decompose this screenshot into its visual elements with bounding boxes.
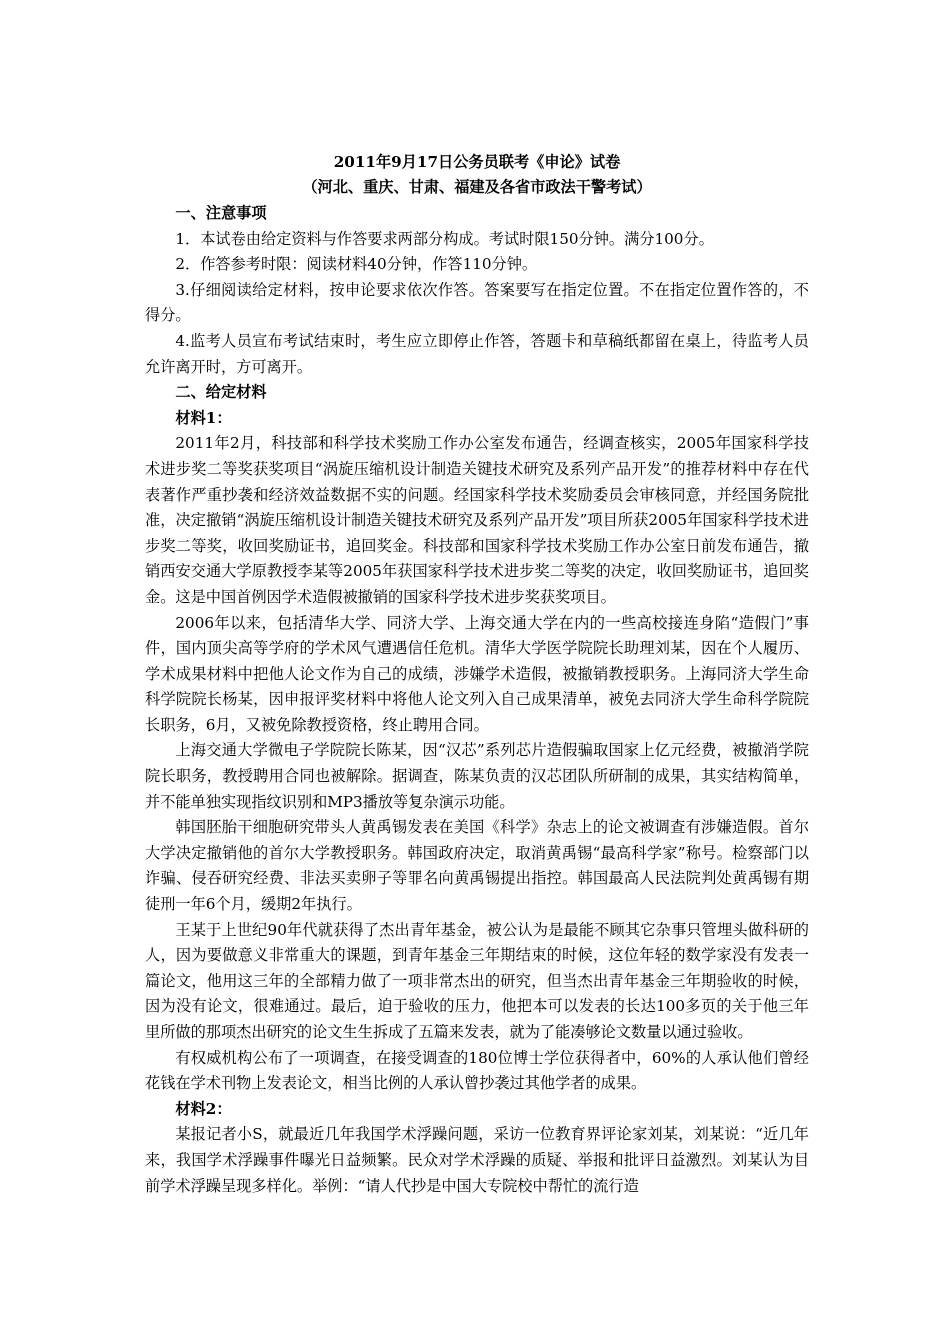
material1-paragraph: 有权威机构公布了一项调查，在接受调查的180位博士学位获得者中，60%的人承认他们曾经花钱在学术刊物上发表论文，相当比例的人承认曾抄袭过其他学者的成果。 [145,1048,809,1093]
notice-heading: 一、注意事项 [175,204,267,222]
material1-paragraph: 王某于上世纪90年代就获得了杰出青年基金，被公认为是最能不顾其它杂事只管埋头做科研的人，因为要做意义非常重大的课题，到青年基金三年期结束的时候，这位年轻的数学家没有发表一篇论文，他用这三年的全部精力做了一项非常杰出的研究，但当杰出青年基金三年期验收的时候，因为没有论文，很难通过。最后，迫于验收的压力，他把本可以发表的长达100多页的关于他三年里所做的那项杰出研究的论文生生拆成了五篇来发表，就为了能凑够论文数量以通过验收。 [145,920,809,1041]
material1-paragraph: 2011年2月，科技部和科学技术奖励工作办公室发布通告，经调查核实，2005年国家科学技术进步奖二等奖获奖项目“涡旋压缩机设计制造关键技术研究及系列产品开发”的推荐材料中存在代表著作严重抄袭和经济效益数据不实的问题。经国家科学技术奖励委员会审核同意，并经国务院批准，决定撤销“涡旋压缩机设计制造关键技术研究及系列产品开发”项目所获2005年国家科学技术进步奖二等奖，收回奖励证书，追回奖金。科技部和国家科学技术奖励工作办公室日前发布通告，撤销西安交通大学原教授李某等2005年获国家科学技术进步奖二等奖的决定，收回奖励证书，追回奖金。这是中国首例因学术造假被撤销的国家科学技术进步奖获奖项目。 [145,434,809,606]
material2-heading: 材料2： [175,1099,232,1118]
materials-heading: 二、给定材料 [175,383,267,402]
material2-paragraph: 某报记者小S，就最近几年我国学术浮躁问题，采访一位教育界评论家刘某，刘某说：“近几年来，我国学术浮躁事件曝光日益频繁。民众对学术浮躁的质疑、举报和批评日益激烈。刘某认为目前学术浮躁呈现多样化。举例：“请人代抄是中国大专院校中帮忙的流行造 [145,1125,809,1195]
material1-paragraph: 上海交通大学微电子学院院长陈某，因“汉芯”系列芯片造假骗取国家上亿元经费，被撤消学院院长职务，教授聘用合同也被解除。据调查，陈某负责的汉芯团队所研制的成果，其实结构简单，并不能单独实现指纹识别和MP3播放等复杂演示功能。 [145,741,809,811]
material1-heading: 材料1： [175,408,232,427]
document-subtitle: （河北、重庆、甘肃、福建及各省市政法干警考试） [302,178,652,196]
notice-item: 3.仔细阅读给定材料，按申论要求依次作答。答案要写在指定位置。不在指定位置作答的，不得分。 [145,280,809,325]
notice-item: 2．作答参考时限：阅读材料40分钟，作答110分钟。 [175,255,538,274]
document-title: 2011年9月17日公务员联考《申论》试卷 [333,153,621,171]
notice-item: 4.监考人员宣布考试结束时，考生应立即停止作答，答题卡和草稿纸都留在桌上，待监考人员允许离开时，方可离开。 [145,331,809,376]
exam-document [145,150,809,1199]
material1-paragraph: 2006年以来，包括清华大学、同济大学、上海交通大学在内的一些高校接连身陷“造假门”事件，国内顶尖高等学府的学术风气遭遇信任危机。清华大学医学院院长助理刘某，因在个人履历、学术成果材料中把他人论文作为自己的成绩，涉嫌学术造假，被撤销教授职务。上海同济大学生命科学院院长杨某，因申报评奖材料中将他人论文列入自己成果清单，被免去同济大学生命科学院院长职务，6月，又被免除教授资格，终止聘用合同。 [145,613,809,734]
material1-paragraph: 韩国胚胎干细胞研究带头人黄禹锡发表在美国《科学》杂志上的论文被调查有涉嫌造假。首尔大学决定撤销他的首尔大学教授职务。韩国政府决定，取消黄禹锡“最高科学家”称号。检察部门以诈骗、侵吞研究经费、非法买卖卵子等罪名向黄禹锡提出指控。韩国最高人民法院判处黄禹锡有期徒刑一年6个月，缓期2年执行。 [145,818,809,914]
notice-item: 1．本试卷由给定资料与作答要求两部分构成。考试时限150分钟。满分100分。 [175,229,714,248]
